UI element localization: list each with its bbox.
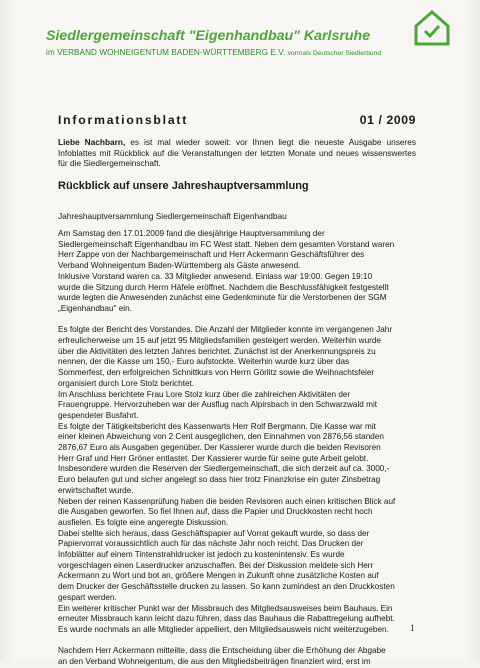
article-body xyxy=(58,229,416,668)
text-line: erwirtschaftet wurde. xyxy=(58,485,134,495)
text-line: Es wurde nochmals an alle Mitglieder appelliert, den Mitgliedsausweis nicht weiterzugeben. xyxy=(58,625,389,634)
newsletter-title: Informationsblatt xyxy=(58,113,189,127)
text-line: Herr Zappe von der Nachbargemeinschaft und Herr Ackermann Geschäftsführer des xyxy=(58,250,365,260)
text-line: Am Samstag den 17.01.2009 fand die diesjährige Hauptversammlung der xyxy=(58,229,325,238)
text-line: Ackermann zu Wort und bot an, größere Mengen in Zukunft ohne zusätzliche Kosten auf xyxy=(58,571,379,581)
text-line: einer kleinen Abweichung von 2 Cent ausgeglichen, den Einnahmen von 2876,56 standen xyxy=(58,432,384,442)
house-logo-icon xyxy=(414,10,450,46)
text-line: erneuter Missbrauch kann leicht dazu führen, dass das Bauhaus die Rabattregelung aufhebt. xyxy=(58,614,395,624)
paragraph-gap xyxy=(58,315,416,326)
text-line: Verband Wohneigentum Baden-Württemberg als Gäste anwesend. xyxy=(58,261,301,271)
organization-subtitle-small: vormals Deutscher Siedlerbund xyxy=(287,50,382,57)
text-line: nennen, der die Kasse um 150,- Euro aufstockte. Weiterhin wurde kurz über das xyxy=(58,357,350,367)
article-paragraph xyxy=(58,229,416,315)
text-line: vorgeschlagen einen Laserdrucker anzuschaffen. Bei der Diskussion meldete sich Herr xyxy=(58,560,374,570)
text-line: Sommerfest, den erfolgreichen Schnittkurs von Herrn Görlitz sowie die Weihnachtsfeier xyxy=(58,368,375,378)
text-line: „Eigenhandbau" ein. xyxy=(58,303,132,313)
intro-lead: Liebe Nachbarn, xyxy=(58,137,126,147)
text-line: die Ausgaben geworfen. So fiel Ihnen auf, dass die Papier und Druckkosten recht hoch xyxy=(58,507,373,517)
text-line: Neben der reinen Kassenprüfung haben die beiden Revisoren auch einen kritischen Blick auf xyxy=(58,496,396,506)
organization-subtitle-main: im VERBAND WOHNEIGENTUM BADEN-WÜRTTEMBERG E.V. xyxy=(46,48,286,57)
text-line: gespart werden. xyxy=(58,592,117,602)
intro-text: es ist mal wieder soweit: vor Ihnen liegt die neueste Ausgabe unseres Infoblattes mit Rückblick auf die Veranstaltungen der letzten Monate und neues wissenswertes für die Siedlergemeinschaft. xyxy=(58,137,416,169)
newsletter-heading xyxy=(58,113,416,127)
organization-title: Siedlergemeinschaft "Eigenhandbau" Karlsruhe xyxy=(46,28,371,44)
text-line: ausfielen. Es folgte eine angeregte Diskussion. xyxy=(58,517,229,527)
text-line: Siedlergemeinschaft Eigenhandbau im FC West statt. Neben dem gesamten Vorstand waren xyxy=(58,239,395,249)
text-line: Inklusive Vorstand waren ca. 33 Mitglieder anwesend. Einlass war 19:00. Gegen 19:10 xyxy=(58,271,373,281)
text-line: Herr Graf und Herr Gröner entlastet. Der Kassierer wurde für seine gute Arbeit gelobt. xyxy=(58,453,369,463)
text-line: erfreulicherweise um 15 auf jetzt 95 Mitgliedsfamilien gesteigert werden. Weiterhin wurde xyxy=(58,336,381,346)
text-line: Infoblätter auf einem Tintenstrahldrucker ist jedoch zu kostenintensiv. Es wurde xyxy=(58,550,345,560)
text-line: wurde legten die Anwesenden zunächst eine Gedenkminute für die Verstorbenen der SGM xyxy=(58,293,387,303)
text-line: wurde die Sitzung durch Herrn Häfele eröffnet. Nachdem die Beschlussfähigkeit festgestellt xyxy=(58,282,389,292)
text-line: Nachdem Herr Ackermann mitteilte, dass die Entscheidung über die Erhöhung der Abgabe xyxy=(58,646,386,656)
text-line: Es folgte der Tätigkeitsbericht des Kassenwarts Herr Rolf Bergmann. Die Kasse war mit xyxy=(58,421,376,431)
text-line: Insbesondere wurden die Reserven der Siedlergemeinschaft, die sich derzeit auf ca. 3000,- xyxy=(58,464,390,474)
text-line: Ein weiterer kritischer Punkt war der Missbrauch des Mitgliedsausweises beim Bauhaus. Ein xyxy=(58,603,393,613)
text-line: Frauengruppe. Hervorzuheben war der Ausflug nach Alpirsbach in den Schwarzwald mit xyxy=(58,400,378,410)
text-line: über die Aktivitäten des letzten Jahres berichtet. Zunächst ist der Anerkennungspreis zu xyxy=(58,346,376,356)
text-line: Euro belaufen gut und sicher angelegt so dass hier trotz Finanzkrise ein guter Zinsbetrag xyxy=(58,475,381,485)
text-line: gespendeter Busfahrt. xyxy=(58,410,139,420)
issue-number: 01 / 2009 xyxy=(359,113,416,127)
page-number: 1 xyxy=(410,623,415,633)
organization-subtitle xyxy=(46,48,381,57)
article-paragraph xyxy=(58,325,416,635)
text-line: Dabei stellte sich heraus, dass Geschäftspapier auf Vorrat gekauft wurde, so dass der xyxy=(58,528,370,538)
text-line: Im Anschluss berichtete Frau Lore Stolz kurz über die zahlreichen Aktivitäten der xyxy=(58,389,351,399)
section-subtitle: Jahreshauptversammlung Siedlergemeinschaft Eigenhandbau xyxy=(58,211,287,221)
text-line: Es folgte der Bericht des Vorstandes. Die Anzahl der Mitglieder konnte im vergangenen Jahr xyxy=(58,325,393,335)
text-line: 2876,67 Euro als Ausgaben gegenüber. Der Kassierer wurde durch die beiden Revisoren xyxy=(58,443,381,453)
text-line: dem Drucker der Geschäftsstelle drucken zu lassen. So kann zumindest an den Druckkosten xyxy=(58,582,395,592)
text-line: organisiert durch Lore Stolz berichtet. xyxy=(58,378,195,388)
text-line: an den Verband Wohneigentum, die aus den Mitgliedsbeiträgen finanziert wird, erst im xyxy=(58,657,371,667)
article-paragraph xyxy=(58,646,416,667)
paragraph-gap xyxy=(58,636,416,647)
section-title: Rückblick auf unsere Jahreshauptversammlung xyxy=(58,180,309,192)
text-line: Papiervorrat voraussichtlich auch für das nächste Jahr noch reicht. Das Drucken der xyxy=(58,539,364,549)
intro-paragraph xyxy=(58,137,416,169)
